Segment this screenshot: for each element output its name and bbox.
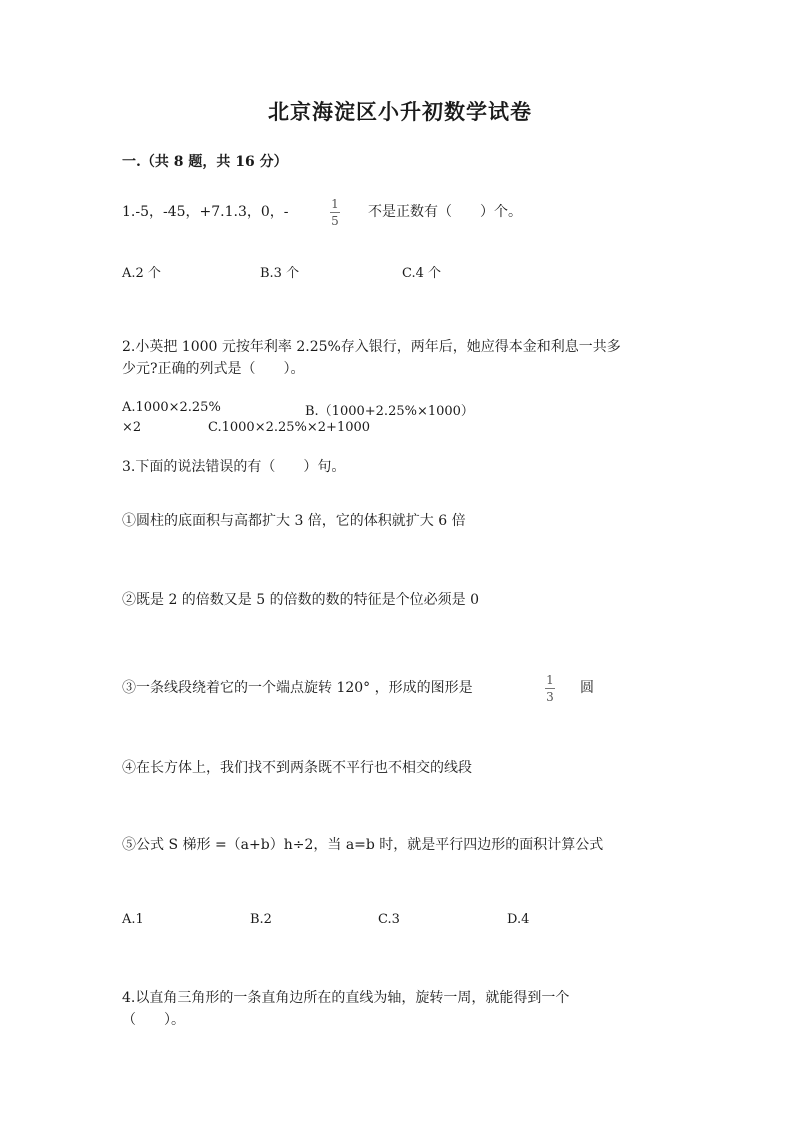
q3-option-b[interactable]: B.2	[250, 912, 272, 927]
q3-statement-5: ⑤公式 S 梯形 =（a+b）h÷2，当 a=b 时，就是平行四边形的面积计算公式	[122, 837, 604, 853]
q1-option-c[interactable]: C.4 个	[402, 266, 442, 281]
q3-option-a[interactable]: A.1	[122, 912, 144, 927]
q1-stem-part2: 不是正数有（ ）个。	[368, 204, 522, 220]
q2-stem-line2: 少元?正确的列式是（ ）。	[122, 361, 305, 377]
q1-stem-part1: 1.-5，-45，+7.1.3，0，-	[122, 204, 289, 220]
q3-statement-3: ③一条线段绕着它的一个端点旋转 120° ，形成的图形是	[122, 680, 473, 696]
q2-option-c[interactable]: C.1000×2.25%×2+1000	[208, 420, 371, 435]
q2-stem-line1: 2.小英把 1000 元按年利率 2.25%存入银行，两年后，她应得本金和利息一共多	[122, 339, 621, 355]
q3-statement-3-end: 圆	[580, 680, 594, 696]
q4-stem-line1: 4.以直角三角形的一条直角边所在的直线为轴，旋转一周，就能得到一个	[122, 990, 570, 1006]
q2-option-b-continued: ×2	[122, 420, 142, 435]
q1-fraction-numerator: 1	[331, 197, 339, 211]
fraction-bar	[330, 212, 340, 213]
q3-stem: 3.下面的说法错误的有（ ）句。	[122, 459, 346, 475]
q3-option-c[interactable]: C.3	[378, 912, 400, 927]
section-heading: 一.（共 8 题，共 16 分）	[122, 154, 288, 170]
fraction-bar	[545, 688, 555, 689]
q3-option-d[interactable]: D.4	[507, 912, 530, 927]
q2-option-a[interactable]: A.1000×2.25%	[122, 400, 221, 415]
q3-statement-1: ①圆柱的底面积与高都扩大 3 倍，它的体积就扩大 6 倍	[122, 513, 466, 529]
q1-fraction-denominator: 5	[331, 214, 339, 228]
page-title: 北京海淀区小升初数学试卷	[268, 99, 532, 124]
q3-fraction-numerator: 1	[546, 673, 554, 687]
q3-statement-4: ④在长方体上，我们找不到两条既不平行也不相交的线段	[122, 760, 472, 776]
q4-stem-line2: （ ）。	[122, 1012, 185, 1028]
q3-fraction	[545, 673, 555, 704]
q1-option-a[interactable]: A.2 个	[122, 266, 161, 281]
q1-fraction	[330, 197, 340, 228]
q1-option-b[interactable]: B.3 个	[260, 266, 300, 281]
q3-fraction-denominator: 3	[546, 690, 554, 704]
q2-option-b[interactable]: B.（1000+2.25%×1000）	[305, 404, 474, 419]
q3-statement-2: ②既是 2 的倍数又是 5 的倍数的数的特征是个位必须是 0	[122, 592, 479, 608]
